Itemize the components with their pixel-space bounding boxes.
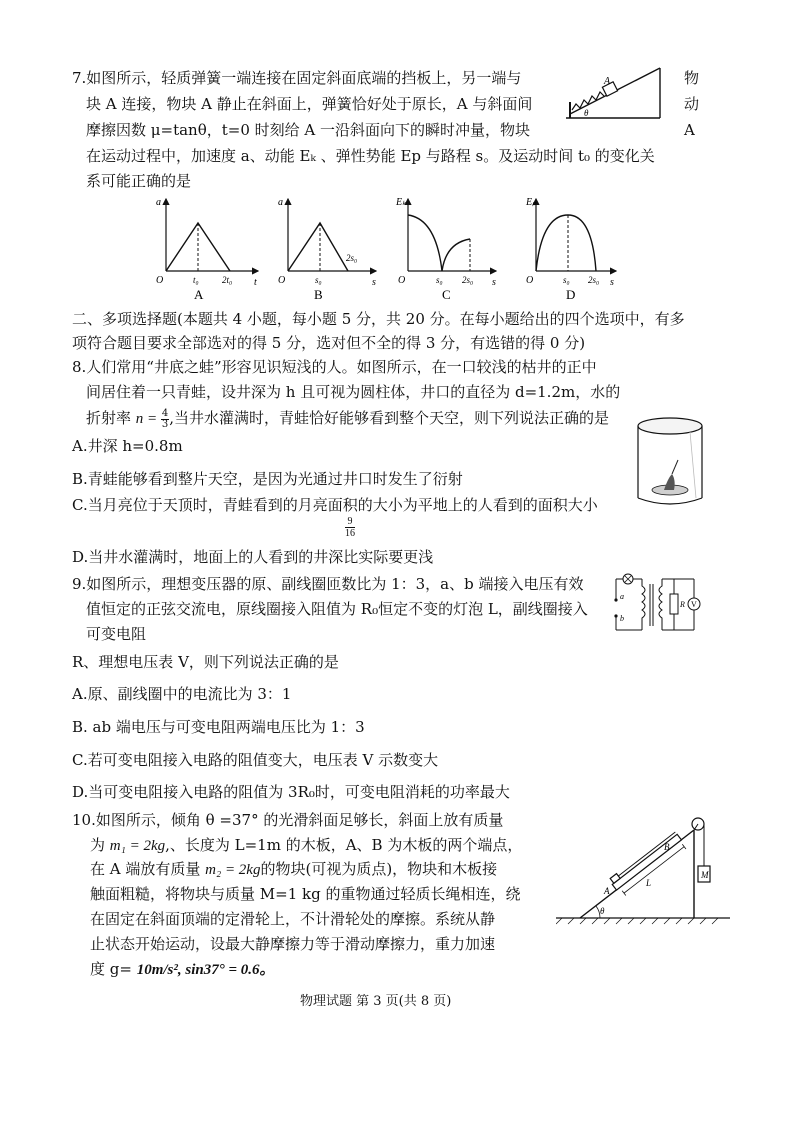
graph-a-xaxis: t [254, 277, 257, 288]
q7-graphs [150, 193, 620, 303]
graph-a-tick1: t₀ [193, 275, 199, 285]
graph-d-xaxis: s [610, 277, 614, 288]
q10-incline-figure [556, 806, 732, 926]
q10-line-2-post: ,、长度为 L=1m 的木板，A、B 为木板的两个端点， [165, 836, 523, 854]
q8-n-den: 3 [161, 418, 169, 430]
q8-well-figure [634, 412, 712, 512]
graph-b-xaxis: s [372, 277, 376, 288]
graph-b-origin: O [278, 275, 286, 286]
q10-label-m: M [701, 870, 709, 880]
q9-label-b: b [620, 614, 624, 623]
q10-line-3-post: 的物块(可视为质点)，物块和木板接 [260, 860, 498, 878]
q9-label-r: R [680, 600, 685, 609]
graph-a-origin: O [156, 275, 164, 286]
q7-side-3: A [684, 121, 695, 139]
q10-label-b: B [664, 842, 670, 852]
q10-line-2-pre: 为 [90, 836, 110, 854]
q8-option-a: A.井深 h=0.8m [72, 437, 183, 455]
q8-n-formula: n = [135, 411, 161, 427]
page-footer: 物理试题 第 3 页(共 8 页) [300, 994, 452, 1009]
q9-option-a: A.原、副线圈中的电流比为 3：1 [72, 685, 292, 703]
q8-n-suffix: ,当井水灌满时，青蛙恰好能够看到整个天空，则下列说法正确的是 [169, 409, 610, 427]
q10-g-sin: 10m/s², sin37° = 0.6。 [136, 962, 275, 978]
q8-option-c-den: 16 [345, 528, 355, 539]
graph-d-tick2: 2s₀ [588, 275, 600, 285]
section2-line-2: 项符合题目要求全部选对的得 5 分，选对但不全的得 3 分，有选错的得 0 分) [72, 334, 586, 352]
q8-option-c: C.当月亮位于天顶时，青蛙看到的月亮面积的大小为平地上的人看到的面积大小 [72, 496, 598, 514]
graph-b [278, 197, 376, 302]
graph-a-label: A [194, 287, 204, 302]
q7-incline-figure [560, 62, 682, 124]
q10-m1: m₁ = 2kg [109, 838, 166, 854]
q10-line-4: 触面粗糙，将物块与质量 M=1 kg 的重物通过轻质长绳相连，绕 [90, 885, 521, 903]
q10-line-5: 在固定在斜面顶端的定滑轮上，不计滑轮处的摩擦。系统从静 [90, 910, 496, 928]
graph-c-xaxis: s [492, 277, 496, 288]
graph-b-tick1: s₀ [315, 275, 322, 285]
q8-option-b: B.青蛙能够看到整片天空，是因为光通过井口时发生了衍射 [72, 470, 463, 488]
graph-c-yaxis: Eₖ [396, 197, 407, 208]
q9-line-1: 9.如图所示，理想变压器的原、副线圈匝数比为 1：3，a、b 端接入电压有效 [72, 575, 584, 593]
q10-label-a: A [604, 886, 610, 896]
q8-option-c-fraction [345, 516, 355, 539]
graph-b-tick2: 2s₀ [346, 253, 358, 263]
q8-line-2: 间居住着一只青蛙，设井深为 h 且可视为圆柱体，井口的直径为 d=1.2m，水的 [86, 383, 621, 401]
q8-option-c-num: 9 [345, 516, 355, 528]
q9-label-a: a [620, 592, 624, 601]
q9-line-4: R、理想电压表 V，则下列说法正确的是 [72, 653, 339, 671]
graph-d-label: D [566, 287, 576, 302]
q10-line-2 [90, 835, 522, 856]
q9-option-d: D.当可变电阻接入电路的阻值为 3R₀时，可变电阻消耗的功率最大 [72, 783, 510, 801]
q7-line-4: 在运动过程中，加速度 a、动能 Eₖ 、弹性势能 Ep 与路程 s。及运动时间 t₀ 的变化关 [86, 147, 655, 165]
graph-d-yaxis: Eₚ [526, 197, 537, 208]
q10-line-1: 10.如图所示，倾角 θ =37° 的光滑斜面足够长，斜面上放有质量 [72, 811, 504, 829]
q10-m2: m₂ = 2kg [205, 862, 261, 878]
q10-line-3 [90, 859, 497, 880]
q7-side-2: 动 [684, 95, 700, 113]
graph-a-tick2: 2t₀ [222, 275, 233, 285]
q9-transformer-figure [610, 570, 706, 640]
q7-theta-label: θ [584, 108, 589, 118]
q9-line-3: 可变电阻 [86, 625, 147, 643]
q10-line-7 [90, 959, 275, 980]
q7-line-2: 块 A 连接，物块 A 静止在斜面上，弹簧恰好处于原长，A 与斜面间 [86, 95, 533, 113]
q7-line-1: 7.如图所示，轻质弹簧一端连接在固定斜面底端的挡板上，另一端与 [72, 69, 522, 87]
graph-d [525, 197, 616, 302]
q9-line-2: 值恒定的正弦交流电，原线圈接入阻值为 R₀恒定不变的灯泡 L，副线圈接入 [86, 600, 588, 618]
q9-label-v: V [691, 600, 697, 609]
q10-label-theta: θ [600, 906, 605, 916]
q10-label-l: L [646, 878, 652, 888]
q7-block-label: A [604, 76, 611, 87]
q7-line-3: 摩擦因数 μ=tanθ，t=0 时刻给 A 一沿斜面向下的瞬时冲量，物块 [86, 121, 531, 139]
q7-side-1: 物 [684, 69, 700, 87]
q7-line-5: 系可能正确的是 [86, 172, 192, 190]
graph-c-tick2: 2s₀ [462, 275, 474, 285]
q8-n-prefix: 折射率 [86, 409, 136, 427]
graph-d-tick1: s₀ [563, 275, 570, 285]
graph-c-tick1: s₀ [436, 275, 443, 285]
graph-c [395, 197, 496, 302]
section2-line-1: 二、多项选择题(本题共 4 小题，每小题 5 分，共 20 分。在每小题给出的四个选项中，有多 [72, 310, 685, 328]
q10-line-7-pre: 度 g= [90, 960, 137, 978]
graph-b-label: B [314, 287, 323, 302]
graph-c-origin: O [398, 275, 406, 286]
graph-d-origin: O [526, 275, 534, 286]
q8-line-1: 8.人们常用“井底之蛙”形容见识短浅的人。如图所示，在一口较浅的枯井的正中 [72, 358, 597, 376]
q8-n-num: 4 [161, 407, 169, 419]
q10-line-6: 止状态开始运动，设最大静摩擦力等于滑动摩擦力，重力加速 [90, 935, 496, 953]
q9-option-c: C.若可变电阻接入电路的阻值变大，电压表 V 示数变大 [72, 751, 439, 769]
graph-a [156, 197, 258, 302]
graph-a-yaxis: a [156, 197, 161, 208]
q8-line-3 [86, 408, 609, 430]
graph-c-label: C [442, 287, 451, 302]
graph-b-yaxis: a [278, 197, 283, 208]
q9-option-b: B. ab 端电压与可变电阻两端电压比为 1：3 [72, 718, 365, 736]
q10-line-3-pre: 在 A 端放有质量 [90, 860, 206, 878]
q8-option-d: D.当井水灌满时，地面上的人看到的井深比实际要更浅 [72, 548, 434, 566]
